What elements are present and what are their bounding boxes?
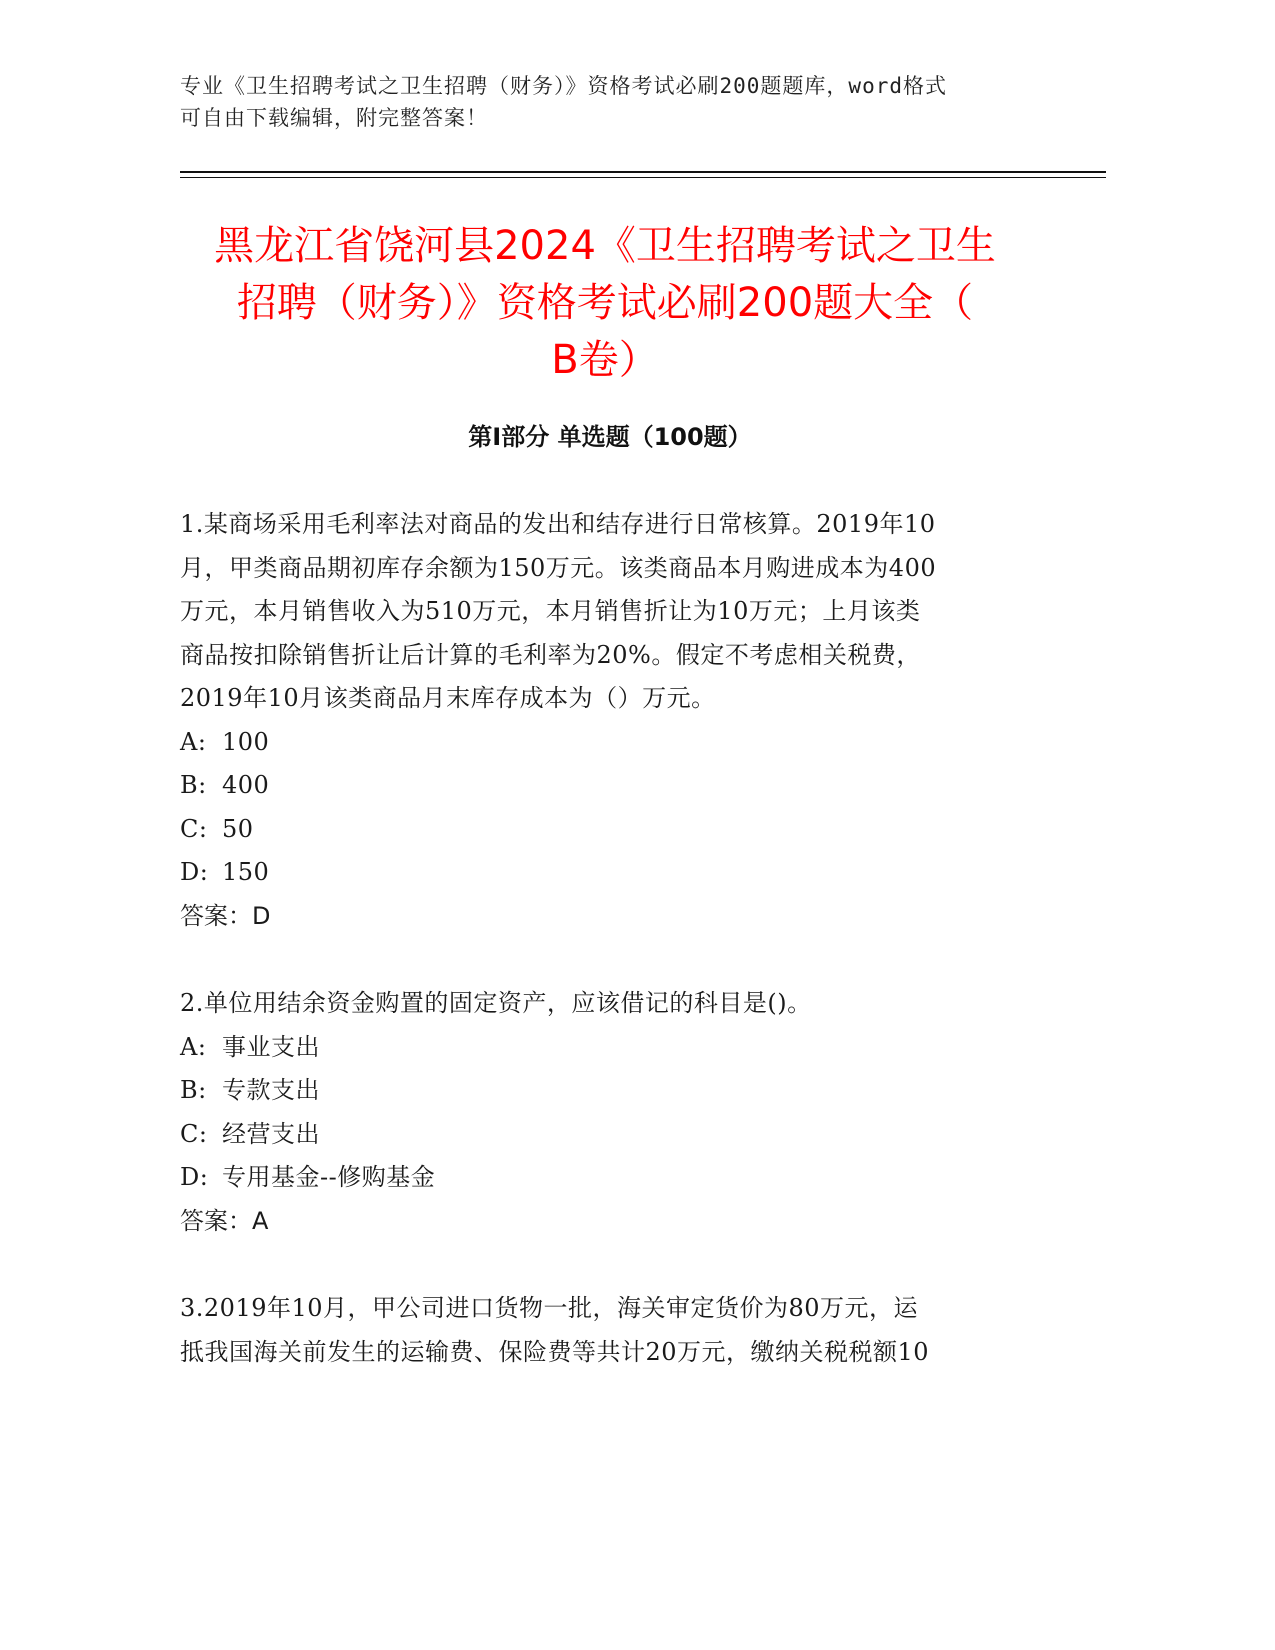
section-heading: 第Ⅰ部分 单选题（100题）: [468, 423, 752, 451]
option-letter: B:: [180, 1076, 207, 1104]
option-letter: D:: [180, 858, 209, 886]
option-text: 专用基金--修购基金: [222, 1163, 436, 1191]
question-2-answer: 答案：A: [180, 1206, 269, 1235]
question-1-option-d: [180, 851, 1040, 895]
header-divider-thick: [180, 171, 1106, 173]
question-2-line-1: 2.单位用结余资金购置的固定资产，应该借记的科目是()。: [180, 989, 812, 1017]
option-text: 50: [222, 814, 254, 843]
question-1-option-a: [180, 721, 1040, 765]
option-text: 100: [222, 727, 270, 756]
question-1-line-2: 月，甲类商品期初库存余额为150万元。该类商品本月购进成本为400: [180, 553, 937, 582]
question-2-option-a: [180, 1026, 1040, 1070]
question-3-line-2: 抵我国海关前发生的运输费、保险费等共计20万元，缴纳关税税额10: [180, 1337, 930, 1366]
document-title-line-2: 招聘（财务）》资格考试必刷200题大全（: [236, 280, 974, 326]
option-letter: A:: [180, 727, 207, 756]
option-letter: D:: [180, 1163, 209, 1191]
question-3-line-1: 3.2019年10月，甲公司进口货物一批，海关审定货价为80万元，运: [180, 1294, 919, 1322]
question-1-answer: 答案：D: [180, 901, 271, 930]
question-2-option-b: [180, 1069, 1040, 1113]
question-2-option-c: [180, 1113, 1040, 1157]
option-text: 专款支出: [222, 1076, 320, 1104]
document-title: [175, 218, 1035, 389]
question-1-line-5: 2019年10月该类商品月末库存成本为（）万元。: [180, 684, 716, 712]
question-2-option-d: [180, 1156, 1040, 1200]
document-title-line-1: 黑龙江省饶河县2024《卫生招聘考试之卫生: [214, 223, 996, 269]
option-text: 400: [222, 771, 270, 799]
option-letter: B:: [180, 771, 207, 799]
option-letter: C:: [180, 814, 208, 843]
question-1: [180, 503, 1040, 938]
header-note: [180, 70, 1040, 134]
question-1-line-3: 万元，本月销售收入为510万元，本月销售折让为10万元；上月该类: [180, 597, 921, 625]
question-1-line-1: 1.某商场采用毛利率法对商品的发出和结存进行日常核算。2019年10: [180, 510, 936, 538]
option-text: 经营支出: [222, 1119, 320, 1148]
option-letter: C:: [180, 1119, 208, 1148]
document-title-line-3: B卷）: [551, 337, 659, 383]
option-text: 150: [222, 858, 270, 886]
header-divider-thin: [180, 177, 1106, 178]
question-2: [180, 982, 1040, 1243]
option-text: 事业支出: [222, 1032, 320, 1061]
question-1-line-4: 商品按扣除销售折让后计算的毛利率为20%。假定不考虑相关税费，: [180, 640, 921, 669]
option-letter: A:: [180, 1032, 207, 1061]
header-note-line-2: 可自由下载编辑，附完整答案！: [180, 106, 488, 130]
question-1-option-c: [180, 808, 1040, 852]
question-3: [180, 1287, 1040, 1374]
question-1-option-b: [180, 764, 1040, 808]
header-note-line-1: 专业《卫生招聘考试之卫生招聘（财务）》资格考试必刷200题题库，word格式: [180, 74, 947, 98]
